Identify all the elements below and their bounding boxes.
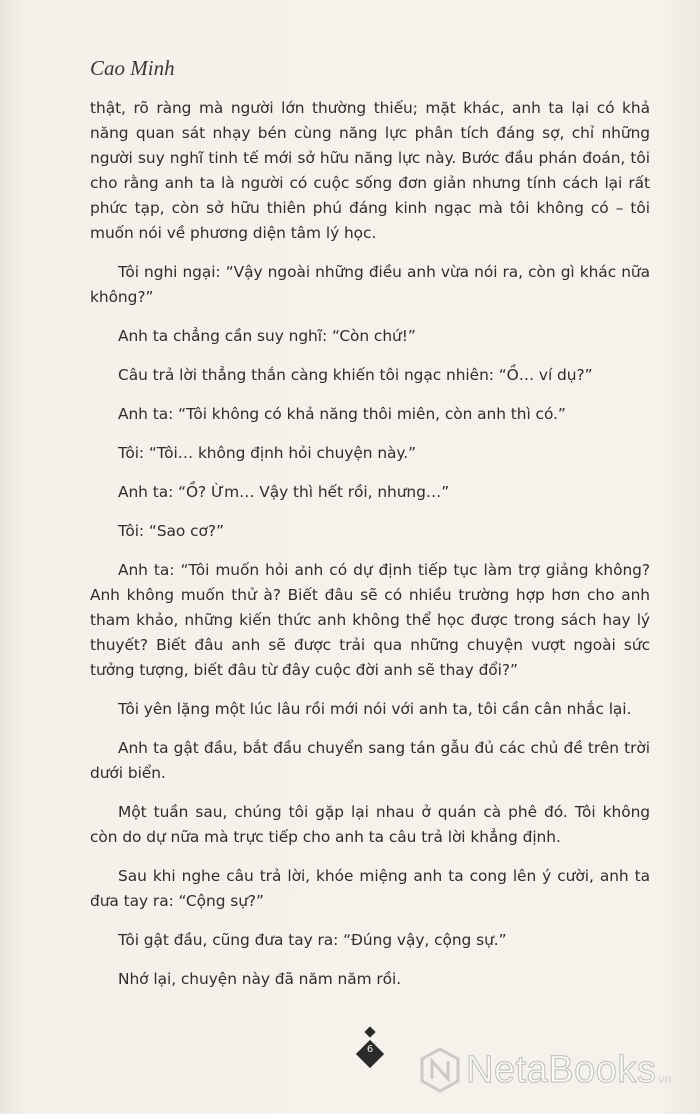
netabooks-logo-icon xyxy=(420,1047,460,1093)
paragraph: Tôi yên lặng một lúc lâu rồi mới nói với anh ta, tôi cần cân nhắc lại. xyxy=(118,700,632,718)
body-text xyxy=(90,96,650,1006)
running-head: Cao Minh xyxy=(90,56,175,80)
paragraph: Sau khi nghe câu trả lời, khóe miệng anh ta cong lên ý cười, anh ta đưa tay ra: “Cộng sự?” xyxy=(90,867,650,910)
page-number-marker xyxy=(356,1040,384,1068)
paragraph: Anh ta gật đầu, bắt đầu chuyển sang tán gẫu đủ các chủ đề trên trời dưới biển. xyxy=(90,739,650,782)
diamond-ornament-icon xyxy=(364,1026,375,1037)
paragraph: Anh ta: “Ồ? Ừm… Vậy thì hết rồi, nhưng…” xyxy=(118,483,450,501)
paragraph: Một tuần sau, chúng tôi gặp lại nhau ở quán cà phê đó. Tôi không còn do dự nữa mà trực tiếp cho anh ta câu trả lời khẳng định. xyxy=(90,803,650,846)
paragraph: Tôi: “Tôi… không định hỏi chuyện này.” xyxy=(118,444,417,462)
watermark-suffix: vn xyxy=(658,1072,672,1086)
paragraph: thật, rõ ràng mà người lớn thường thiếu; mặt khác, anh ta lại có khả năng quan sát nhạy bén cùng năng lực phân tích đáng sợ, chỉ những người suy nghĩ tinh tế mới sở hữu năng lực này. Bước đầu phán đoán, tôi cho rằng anh ta là người có cuộc sống đơn giản nhưng tính cách lại rất phức tạp, còn sở hữu thiên phú đáng kinh ngạc mà tôi không có – tôi muốn nói về phương diện tâm lý học. xyxy=(90,99,650,242)
page-number: 6 xyxy=(366,1044,374,1055)
paragraph: Anh ta chẳng cần suy nghĩ: “Còn chứ!” xyxy=(118,327,416,345)
paragraph: Anh ta: “Tôi muốn hỏi anh có dự định tiếp tục làm trợ giảng không? Anh không muốn thử à? Biết đâu sẽ có nhiều trường hợp hơn cho anh tham khảo, những kiến thức anh không thể học được trong sách hay lý thuyết? Biết đâu anh sẽ được trải qua những chuyện vượt ngoài sức tưởng tượng, biết đâu từ đây cuộc đời anh sẽ thay đổi?” xyxy=(90,561,650,679)
watermark-text: NetaBooks xyxy=(466,1048,657,1091)
paragraph: Tôi nghi ngại: “Vậy ngoài những điều anh vừa nói ra, còn gì khác nữa không?” xyxy=(90,263,650,306)
paragraph: Câu trả lời thẳng thắn càng khiến tôi ngạc nhiên: “Ồ… ví dụ?” xyxy=(118,366,593,384)
paragraph: Nhớ lại, chuyện này đã năm năm rồi. xyxy=(118,970,402,988)
paragraph: Tôi gật đầu, cũng đưa tay ra: “Đúng vậy, cộng sự.” xyxy=(118,931,507,949)
paragraph: Anh ta: “Tôi không có khả năng thôi miên, còn anh thì có.” xyxy=(118,405,566,423)
watermark xyxy=(420,1040,700,1100)
paragraph: Tôi: “Sao cơ?” xyxy=(118,522,224,540)
